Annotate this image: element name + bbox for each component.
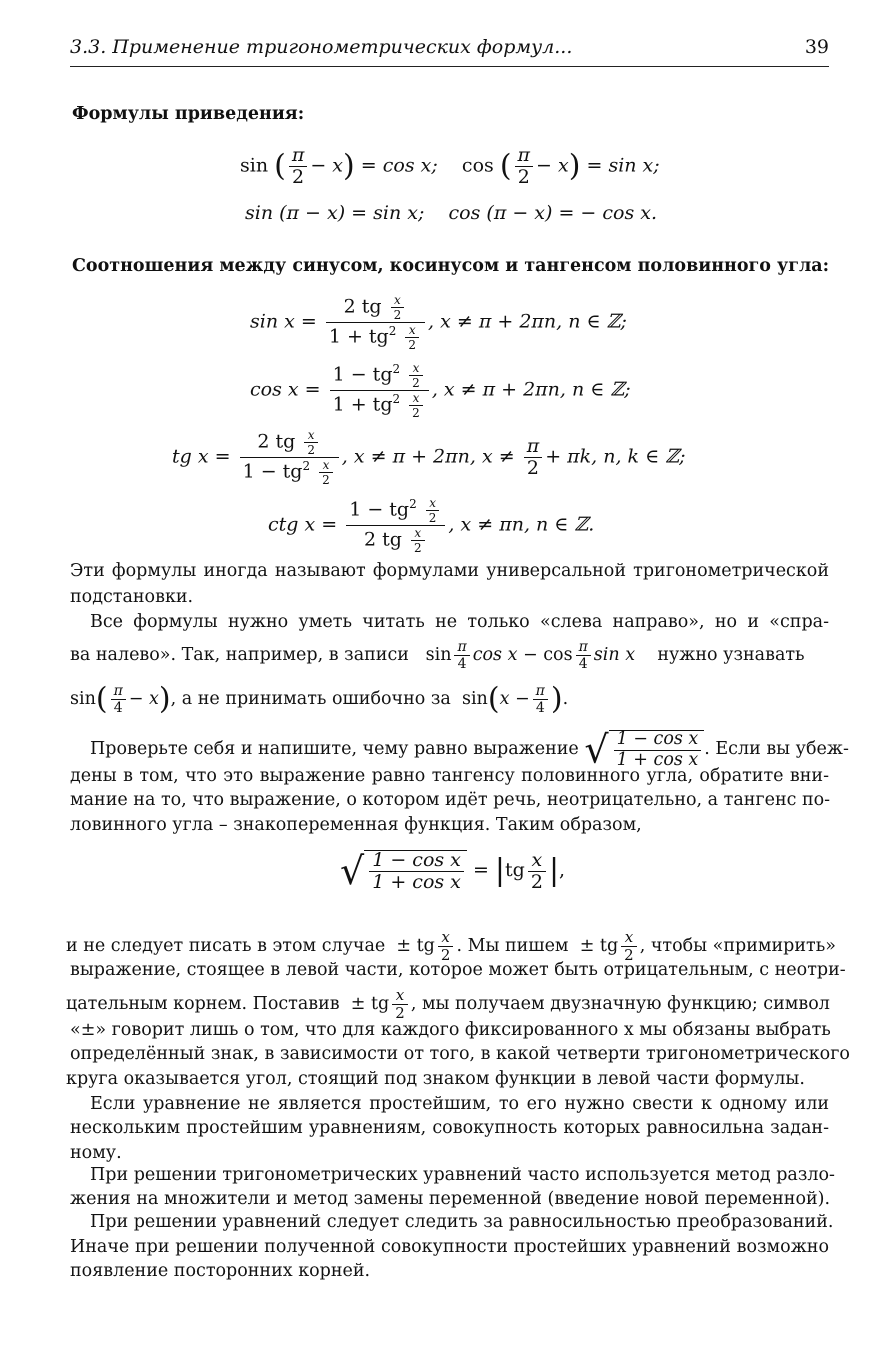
- paragraph-2-line-3: sin( $\frac{\pi}{4}$ − x), а не принимать ошибочно за sin(x − $\frac{\pi}{4}$ ).: [70, 681, 569, 717]
- paragraph-5-line-2: нескольким простейшим уравнениям, совокупность которых равносильна задан-: [70, 1118, 829, 1138]
- display-formula-sqrt-tg: √ $\frac{\text{1 − cos x}}{\text{1 + cos x}}$ = |tg $\frac{x}{2}$ |,: [340, 848, 566, 893]
- paragraph-4-line-5: определённый знак, в зависимости от того, в какой четверти тригонометрического: [70, 1044, 850, 1064]
- paragraph-6-line-2: жения на множители и метод замены переменной (введение новой переменной).: [70, 1189, 831, 1209]
- paragraph-4-line-1: и не следует писать в этом случае ± tg $\frac{x}{2}$ . Мы пишем ± tg $\frac{x}{2}$ , чтобы «примирить»: [66, 928, 836, 964]
- heading-reduction-formulas: Формулы приведения:: [72, 104, 305, 124]
- paragraph-4-line-6: круга оказывается угол, стоящий под знаком функции в левой части формулы.: [66, 1069, 805, 1089]
- section-title: 3.3. Применение тригонометрических формул...: [70, 36, 573, 58]
- formula-half-cos: cos x = $1 - tg^2$ $\frac{x}{2}$ $1 + tg^2$ $\frac{x}{2}$ , x ≠ π + 2πn, n ∈ ℤ;: [250, 361, 631, 420]
- formula-half-ctg: ctg x = $1 - tg^2$ $\frac{x}{2}$ 2 tg $\frac{x}{2}$ , x ≠ πn, n ∈ ℤ.: [268, 496, 595, 555]
- fn-sin: sin: [240, 154, 269, 177]
- formula-reduction-2: sin (π − x) = sin x; cos (π − x) = − cos x.: [245, 202, 658, 224]
- paragraph-3-line-3: мание на то, что выражение, о котором идёт речь, неотрицательно, а тангенс по-: [70, 790, 831, 810]
- heading-half-angle: Соотношения между синусом, косинусом и тангенсом половинного угла:: [72, 256, 830, 276]
- paragraph-3-line-4: ловинного угла – знакопеременная функция. Таким образом,: [70, 815, 642, 835]
- paragraph-7-line-2: Иначе при решении полученной совокупности простейших уравнений возможно: [70, 1237, 829, 1257]
- paragraph-2-line-2: ва налево». Так, например, в записи sin $\frac{\pi}{4}$ cos x − cos $\frac{\pi}{4}$ sin x нужно узнавать: [70, 639, 805, 672]
- page-number: 39: [804, 36, 829, 58]
- paragraph-2-line-1: Все формулы нужно уметь читать не только «слева направо», но и «спра-: [90, 612, 829, 632]
- paragraph-3-line-2: дены в том, что это выражение равно тангенсу половинного угла, обратите вни-: [70, 766, 829, 786]
- paragraph-1-line-2: подстановки.: [70, 587, 194, 607]
- paragraph-1-line-1: Эти формулы иногда называют формулами универсальной тригонометрической: [70, 561, 829, 581]
- paragraph-4-line-4: «±» говорит лишь о том, что для каждого фиксированного x мы обязаны выбрать: [70, 1020, 831, 1040]
- paragraph-3-line-1: Проверьте себя и напишите, чему равно выражение √ $\frac{\text{1 − cos x}}{\text{1 + cos x}}$ . Если вы убеж-: [90, 727, 849, 772]
- formula-reduction-1: sin ( $\frac{\pi}{2}$ − x) = cos x; cos ( $\frac{\pi}{2}$ − x) = sin x;: [240, 144, 660, 188]
- formula-half-sin: sin x = 2 tg $\frac{x}{2}$ $1 + tg^2$ $\frac{x}{2}$ , x ≠ π + 2πn, n ∈ ℤ;: [250, 293, 627, 352]
- running-header: [70, 36, 829, 67]
- paragraph-4-line-3: цательным корнем. Поставив ± tg $\frac{x}{2}$ , мы получаем двузначную функцию; символ: [66, 986, 830, 1022]
- formula-half-tg: tg x = 2 tg $\frac{x}{2}$ $1 - tg^2$ $\frac{x}{2}$ , x ≠ π + 2πn, x ≠ $\frac{\pi}{2}$ + πk, n, k ∈ ℤ;: [172, 428, 686, 487]
- paragraph-5-line-3: ному.: [70, 1143, 122, 1163]
- paragraph-7-line-3: появление посторонних корней.: [70, 1261, 371, 1281]
- paragraph-7-line-1: При решении уравнений следует следить за равносильностью преобразований.: [90, 1212, 834, 1232]
- paragraph-5-line-1: Если уравнение не является простейшим, то его нужно свести к одному или: [90, 1094, 829, 1114]
- paragraph-4-line-2: выражение, стоящее в левой части, которое может быть отрицательным, с неотри-: [70, 960, 846, 980]
- paragraph-6-line-1: При решении тригонометрических уравнений часто используется метод разло-: [90, 1165, 835, 1185]
